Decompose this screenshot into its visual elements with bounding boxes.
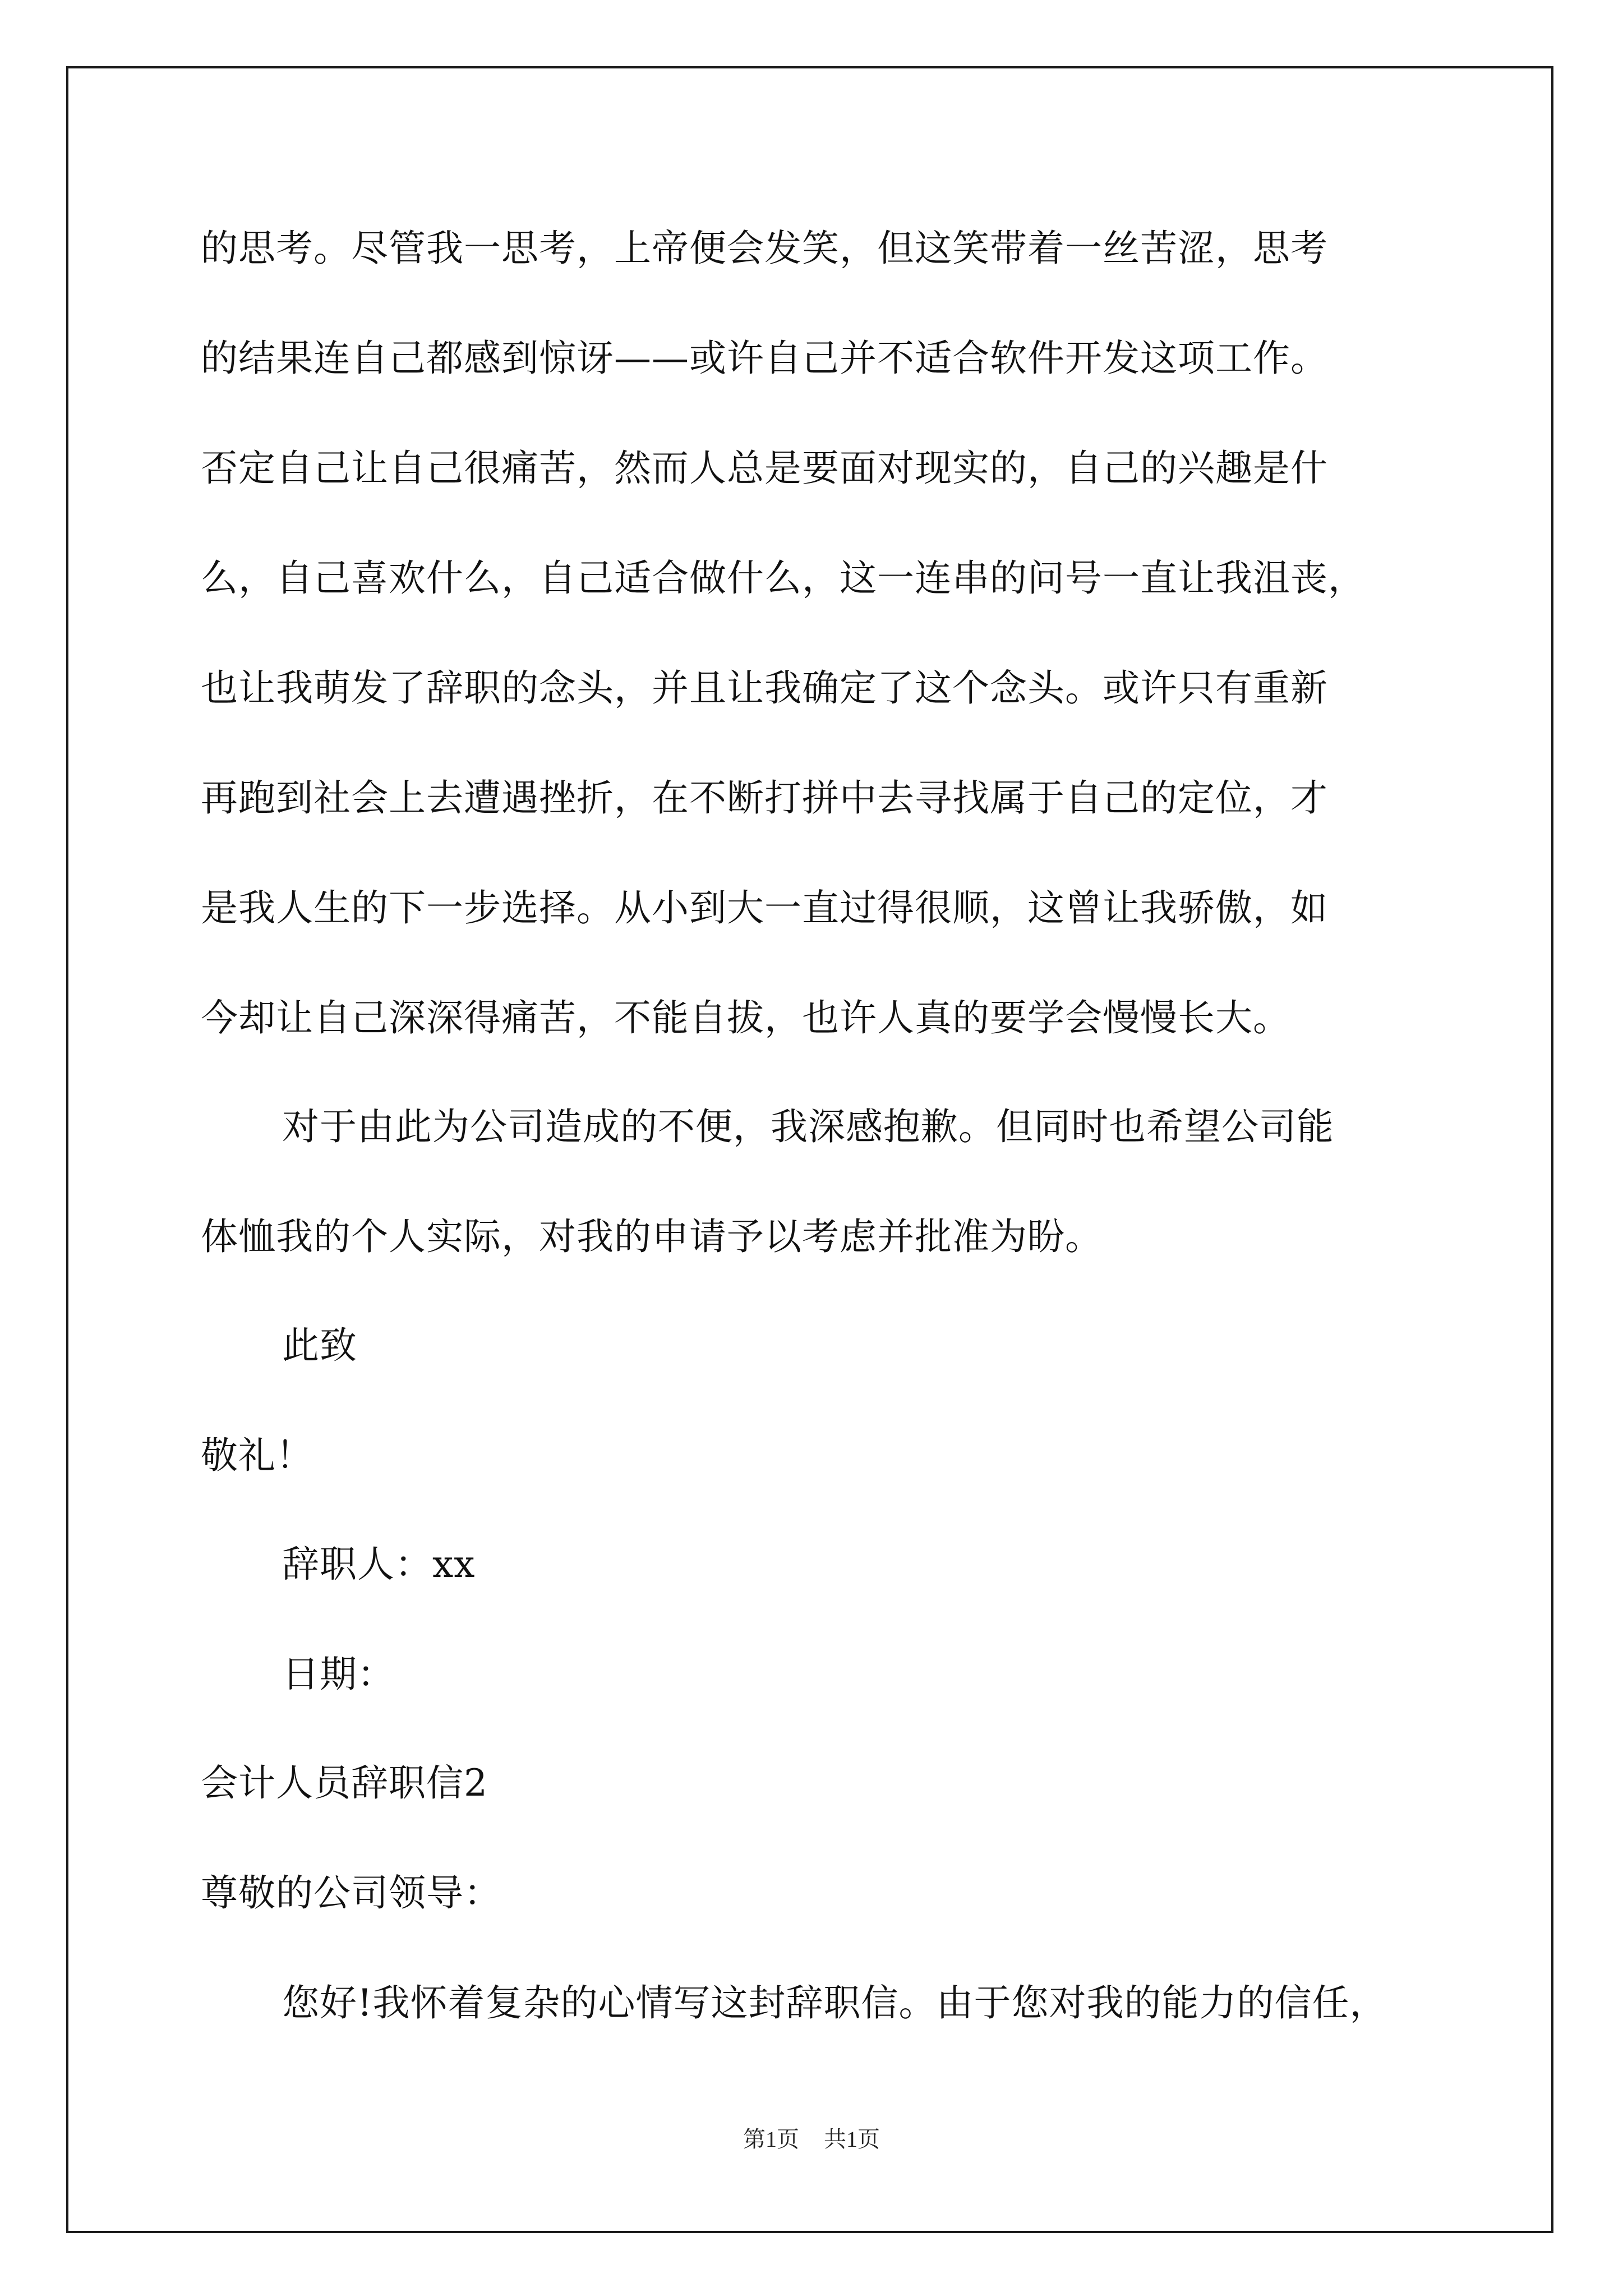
apology-line: 体恤我的个人实际，对我的申请予以考虑并批准为盼。 [201,1215,1103,1258]
date-text: 日期： [282,1653,395,1696]
second-letter-greeting: 尊敬的公司领导： [201,1871,501,1915]
paragraph-line: 否定自己让自己很痛苦，然而人总是要面对现实的，自己的兴趣是什 [201,447,1328,490]
apology-line: 对于由此为公司造成的不便，我深感抱歉。但同时也希望公司能 [282,1105,1334,1148]
paragraph-line: 再跑到社会上去遭遇挫折，在不断打拼中去寻找属于自己的定位，才 [201,776,1328,820]
page-footer [0,2127,1623,2152]
paragraph-line: 的结果连自己都感到惊讶——或许自己并不适合软件开发这项工作。 [201,337,1328,380]
signer-text: 辞职人：xx [282,1543,476,1586]
page-number: 第1页 [743,2127,799,2152]
paragraph-line: 么，自己喜欢什么，自己适合做什么，这一连串的问号一直让我沮丧， [201,556,1366,600]
page-total: 共1页 [824,2127,880,2152]
paragraph-line: 的思考。尽管我一思考，上帝便会发笑，但这笑带着一丝苦涩，思考 [201,227,1328,270]
second-letter-title: 会计人员辞职信2 [201,1761,488,1805]
second-letter-opening: 您好!我怀着复杂的心情写这封辞职信。由于您对我的能力的信任， [282,1981,1387,2024]
salutation-text: 敬礼！ [201,1434,313,1477]
closing-text: 此致 [282,1324,357,1367]
paragraph-line: 今却让自己深深得痛苦，不能自拔，也许人真的要学会慢慢长大。 [201,996,1290,1039]
paragraph-line: 也让我萌发了辞职的念头，并且让我确定了这个念头。或许只有重新 [201,666,1328,710]
paragraph-line: 是我人生的下一步选择。从小到大一直过得很顺，这曾让我骄傲，如 [201,886,1328,930]
